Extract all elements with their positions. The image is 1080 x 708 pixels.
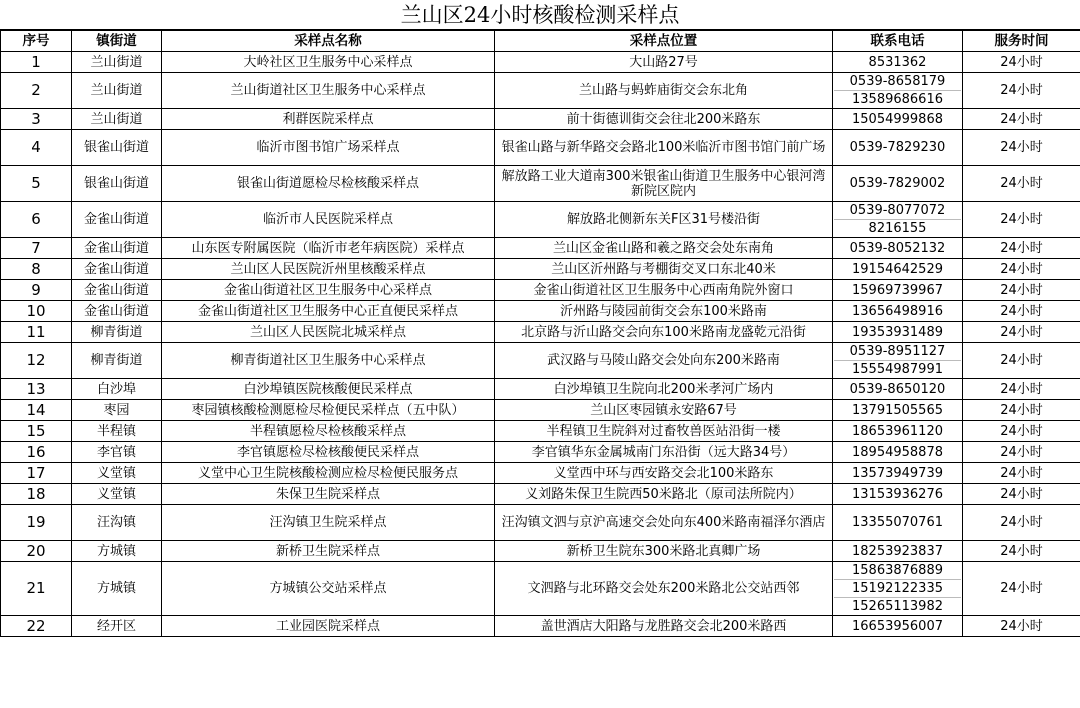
street-cell[interactable]: 李官镇 xyxy=(72,442,162,463)
table-row xyxy=(1,442,1080,463)
street-cell[interactable]: 经开区 xyxy=(72,616,162,637)
site-name-cell[interactable]: 临沂市图书馆广场采样点 xyxy=(162,130,495,166)
site-name-cell[interactable]: 金雀山街道社区卫生服务中心正直便民采样点 xyxy=(162,301,495,322)
seq-cell[interactable]: 6 xyxy=(1,202,72,238)
street-cell[interactable]: 柳青街道 xyxy=(72,343,162,379)
table-row xyxy=(1,238,1080,259)
phone-number: 0539-8052132 xyxy=(849,240,946,256)
table-row xyxy=(1,109,1080,130)
street-cell[interactable]: 兰山街道 xyxy=(72,73,162,109)
header-cell[interactable]: 采样点名称 xyxy=(162,31,495,52)
phone-number: 19353931489 xyxy=(852,324,943,340)
header-cell[interactable]: 服务时间 xyxy=(963,31,1080,52)
site-location-cell[interactable]: 白沙埠镇卫生院向北200米孝河广场内 xyxy=(495,379,833,400)
table-row xyxy=(1,301,1080,322)
street-cell[interactable]: 金雀山街道 xyxy=(72,280,162,301)
hours-cell[interactable]: 24小时 xyxy=(963,130,1080,166)
phone-cell[interactable] xyxy=(833,73,963,109)
site-location-cell[interactable]: 解放路工业大道南300米银雀山街道卫生服务中心银河湾新院区院内 xyxy=(495,166,833,202)
hours-cell[interactable]: 24小时 xyxy=(963,379,1080,400)
seq-cell[interactable]: 3 xyxy=(1,109,72,130)
street-cell[interactable]: 金雀山街道 xyxy=(72,238,162,259)
seq-cell[interactable]: 21 xyxy=(1,562,72,616)
phone-number: 13153936276 xyxy=(852,486,943,502)
phone-number: 15863876889 xyxy=(852,563,943,578)
site-name-cell[interactable]: 兰山区人民医院沂州里核酸采样点 xyxy=(162,259,495,280)
phone-number: 13355070761 xyxy=(852,515,943,530)
street-cell[interactable]: 义堂镇 xyxy=(72,463,162,484)
phone-number: 0539-7829230 xyxy=(849,140,946,155)
table-row xyxy=(1,505,1080,541)
hours-cell[interactable]: 24小时 xyxy=(963,541,1080,562)
table-row xyxy=(1,400,1080,421)
hours-cell[interactable]: 24小时 xyxy=(963,166,1080,202)
hours-cell[interactable]: 24小时 xyxy=(963,616,1080,637)
phone-number: 0539-8658179 xyxy=(849,74,946,89)
street-cell[interactable]: 兰山街道 xyxy=(72,109,162,130)
site-name-cell[interactable]: 李官镇愿检尽检核酸便民采样点 xyxy=(162,442,495,463)
site-location-cell[interactable]: 李官镇华东金属城南门东沿街（远大路34号） xyxy=(495,442,833,463)
seq-cell[interactable]: 16 xyxy=(1,442,72,463)
hours-cell[interactable]: 24小时 xyxy=(963,463,1080,484)
sampling-sites-table xyxy=(0,30,1080,637)
hours-cell[interactable]: 24小时 xyxy=(963,421,1080,442)
phone-cell[interactable] xyxy=(833,202,963,238)
phone-number: 18253923837 xyxy=(852,543,943,559)
site-location-cell[interactable]: 前十街德训街交会往北200米路东 xyxy=(495,109,833,130)
phone-number: 15054999868 xyxy=(852,111,943,127)
phone-cell[interactable] xyxy=(833,379,963,400)
phone-number: 0539-8077072 xyxy=(849,203,946,218)
phone-number: 13573949739 xyxy=(852,465,943,481)
phone-number: 15192122335 xyxy=(834,579,961,597)
hours-cell[interactable]: 24小时 xyxy=(963,301,1080,322)
table-row xyxy=(1,616,1080,637)
seq-cell[interactable]: 18 xyxy=(1,484,72,505)
site-location-cell[interactable]: 兰山区枣园镇永安路67号 xyxy=(495,400,833,421)
phone-number: 15554987991 xyxy=(834,360,961,378)
phone-cell[interactable] xyxy=(833,562,963,616)
phone-number: 0539-8650120 xyxy=(849,381,946,397)
seq-cell[interactable]: 15 xyxy=(1,421,72,442)
phone-cell[interactable] xyxy=(833,616,963,637)
seq-cell[interactable]: 17 xyxy=(1,463,72,484)
seq-cell[interactable]: 2 xyxy=(1,73,72,109)
phone-cell[interactable] xyxy=(833,280,963,301)
table-row xyxy=(1,202,1080,238)
street-cell[interactable]: 金雀山街道 xyxy=(72,202,162,238)
site-name-cell[interactable]: 汪沟镇卫生院采样点 xyxy=(162,505,495,541)
site-location-cell[interactable]: 新桥卫生院东300米路北真卿广场 xyxy=(495,541,833,562)
hours-cell[interactable]: 24小时 xyxy=(963,109,1080,130)
seq-cell[interactable]: 19 xyxy=(1,505,72,541)
site-name-cell[interactable]: 白沙埠镇医院核酸便民采样点 xyxy=(162,379,495,400)
site-location-cell[interactable]: 半程镇卫生院斜对过畜牧兽医站沿街一楼 xyxy=(495,421,833,442)
street-cell[interactable]: 方城镇 xyxy=(72,562,162,616)
seq-cell[interactable]: 7 xyxy=(1,238,72,259)
street-cell[interactable]: 银雀山街道 xyxy=(72,130,162,166)
phone-number: 0539-7829002 xyxy=(849,176,946,191)
site-name-cell[interactable]: 新桥卫生院采样点 xyxy=(162,541,495,562)
phone-cell[interactable] xyxy=(833,463,963,484)
site-location-cell[interactable]: 金雀山街道社区卫生服务中心西南角院外窗口 xyxy=(495,280,833,301)
phone-cell[interactable] xyxy=(833,109,963,130)
phone-number: 15265113982 xyxy=(834,597,961,615)
phone-number: 18954958878 xyxy=(852,444,943,460)
hours-cell[interactable]: 24小时 xyxy=(963,484,1080,505)
site-name-cell[interactable]: 金雀山街道社区卫生服务中心采样点 xyxy=(162,280,495,301)
phone-number: 16653956007 xyxy=(852,618,943,634)
site-location-cell[interactable]: 解放路北侧新东关F区31号楼沿街 xyxy=(495,202,833,238)
phone-number: 18653961120 xyxy=(852,423,943,439)
site-location-cell[interactable]: 兰山区金雀山路和羲之路交会处东南角 xyxy=(495,238,833,259)
table-row xyxy=(1,73,1080,109)
site-name-cell[interactable]: 兰山街道社区卫生服务中心采样点 xyxy=(162,73,495,109)
hours-cell[interactable]: 24小时 xyxy=(963,52,1080,73)
site-name-cell[interactable]: 朱保卫生院采样点 xyxy=(162,484,495,505)
seq-cell[interactable]: 13 xyxy=(1,379,72,400)
hours-cell[interactable]: 24小时 xyxy=(963,562,1080,616)
site-location-cell[interactable]: 盖世酒店大阳路与龙胜路交会北200米路西 xyxy=(495,616,833,637)
phone-cell[interactable] xyxy=(833,52,963,73)
phone-cell[interactable] xyxy=(833,421,963,442)
site-name-cell[interactable]: 大岭社区卫生服务中心采样点 xyxy=(162,52,495,73)
site-name-cell[interactable]: 山东医专附属医院（临沂市老年病医院）采样点 xyxy=(162,238,495,259)
seq-cell[interactable]: 1 xyxy=(1,52,72,73)
phone-cell[interactable] xyxy=(833,130,963,166)
seq-cell[interactable]: 5 xyxy=(1,166,72,202)
site-location-cell[interactable]: 义堂西中环与西安路交会北100米路东 xyxy=(495,463,833,484)
site-name-cell[interactable]: 临沂市人民医院采样点 xyxy=(162,202,495,238)
site-name-cell[interactable]: 义堂中心卫生院核酸检测应检尽检便民服务点 xyxy=(162,463,495,484)
street-cell[interactable]: 义堂镇 xyxy=(72,484,162,505)
phone-number: 0539-8951127 xyxy=(849,344,946,359)
site-location-cell[interactable]: 兰山区沂州路与考棚街交叉口东北40米 xyxy=(495,259,833,280)
seq-cell[interactable]: 8 xyxy=(1,259,72,280)
site-location-cell[interactable]: 兰山路与蚂蚱庙街交会东北角 xyxy=(495,73,833,109)
header-cell[interactable]: 序号 xyxy=(1,31,72,52)
phone-number: 15969739967 xyxy=(852,282,943,298)
hours-cell[interactable]: 24小时 xyxy=(963,238,1080,259)
header-cell[interactable]: 联系电话 xyxy=(833,31,963,52)
site-name-cell[interactable]: 枣园镇核酸检测愿检尽检便民采样点（五中队） xyxy=(162,400,495,421)
site-location-cell[interactable]: 银雀山路与新华路交会路北100米临沂市图书馆门前广场 xyxy=(495,130,833,166)
site-location-cell[interactable]: 武汉路与马陵山路交会处向东200米路南 xyxy=(495,343,833,379)
table-row xyxy=(1,166,1080,202)
street-cell[interactable]: 金雀山街道 xyxy=(72,259,162,280)
street-cell[interactable]: 枣园 xyxy=(72,400,162,421)
seq-cell[interactable]: 9 xyxy=(1,280,72,301)
phone-number: 8216155 xyxy=(834,219,961,237)
phone-number: 13656498916 xyxy=(852,303,943,319)
street-cell[interactable]: 白沙埠 xyxy=(72,379,162,400)
header-cell[interactable]: 镇街道 xyxy=(72,31,162,52)
site-name-cell[interactable]: 利群医院采样点 xyxy=(162,109,495,130)
hours-cell[interactable]: 24小时 xyxy=(963,73,1080,109)
site-name-cell[interactable]: 半程镇愿检尽检核酸采样点 xyxy=(162,421,495,442)
site-name-cell[interactable]: 方城镇公交站采样点 xyxy=(162,562,495,616)
table-row xyxy=(1,322,1080,343)
phone-number: 19154642529 xyxy=(852,261,943,277)
hours-cell[interactable]: 24小时 xyxy=(963,442,1080,463)
hours-cell[interactable]: 24小时 xyxy=(963,202,1080,238)
phone-cell[interactable] xyxy=(833,259,963,280)
street-cell[interactable]: 金雀山街道 xyxy=(72,301,162,322)
street-cell[interactable]: 柳青街道 xyxy=(72,322,162,343)
phone-cell[interactable] xyxy=(833,238,963,259)
table-row xyxy=(1,562,1080,616)
phone-number: 8531362 xyxy=(868,54,927,70)
site-location-cell[interactable]: 文泗路与北环路交会处东200米路北公交站西邻 xyxy=(495,562,833,616)
seq-cell[interactable]: 4 xyxy=(1,130,72,166)
site-location-cell[interactable]: 汪沟镇文泗与京沪高速交会处向东400米路南福泽尔酒店 xyxy=(495,505,833,541)
table-row xyxy=(1,463,1080,484)
seq-cell[interactable]: 22 xyxy=(1,616,72,637)
phone-cell[interactable] xyxy=(833,301,963,322)
table-row xyxy=(1,280,1080,301)
phone-cell[interactable] xyxy=(833,505,963,541)
seq-cell[interactable]: 11 xyxy=(1,322,72,343)
table-row xyxy=(1,484,1080,505)
site-location-cell[interactable]: 北京路与沂山路交会向东100米路南龙盛乾元沿街 xyxy=(495,322,833,343)
site-location-cell[interactable]: 沂州路与陵园前街交会东100米路南 xyxy=(495,301,833,322)
header-cell[interactable]: 采样点位置 xyxy=(495,31,833,52)
sheet-title: 兰山区24小时核酸检测采样点 xyxy=(0,0,1080,30)
street-cell[interactable]: 方城镇 xyxy=(72,541,162,562)
hours-cell[interactable]: 24小时 xyxy=(963,259,1080,280)
phone-cell[interactable] xyxy=(833,541,963,562)
seq-cell[interactable]: 12 xyxy=(1,343,72,379)
table-row xyxy=(1,343,1080,379)
phone-cell[interactable] xyxy=(833,442,963,463)
table-row xyxy=(1,379,1080,400)
site-name-cell[interactable]: 银雀山街道愿检尽检核酸采样点 xyxy=(162,166,495,202)
hours-cell[interactable]: 24小时 xyxy=(963,400,1080,421)
seq-cell[interactable]: 14 xyxy=(1,400,72,421)
street-cell[interactable]: 半程镇 xyxy=(72,421,162,442)
table-row xyxy=(1,541,1080,562)
phone-cell[interactable] xyxy=(833,400,963,421)
site-name-cell[interactable]: 柳青街道社区卫生服务中心采样点 xyxy=(162,343,495,379)
street-cell[interactable]: 银雀山街道 xyxy=(72,166,162,202)
hours-cell[interactable]: 24小时 xyxy=(963,280,1080,301)
site-name-cell[interactable]: 工业园医院采样点 xyxy=(162,616,495,637)
phone-number: 13791505565 xyxy=(852,402,943,418)
street-cell[interactable]: 兰山街道 xyxy=(72,52,162,73)
table-row xyxy=(1,130,1080,166)
hours-cell[interactable]: 24小时 xyxy=(963,343,1080,379)
header-row xyxy=(1,31,1080,52)
table-row xyxy=(1,421,1080,442)
phone-cell[interactable] xyxy=(833,166,963,202)
site-location-cell[interactable]: 义刘路朱保卫生院西50米路北（原司法所院内） xyxy=(495,484,833,505)
table-row xyxy=(1,259,1080,280)
street-cell[interactable]: 汪沟镇 xyxy=(72,505,162,541)
seq-cell[interactable]: 10 xyxy=(1,301,72,322)
phone-cell[interactable] xyxy=(833,343,963,379)
site-name-cell[interactable]: 兰山区人民医院北城采样点 xyxy=(162,322,495,343)
phone-cell[interactable] xyxy=(833,484,963,505)
site-location-cell[interactable]: 大山路27号 xyxy=(495,52,833,73)
phone-cell[interactable] xyxy=(833,322,963,343)
seq-cell[interactable]: 20 xyxy=(1,541,72,562)
hours-cell[interactable]: 24小时 xyxy=(963,322,1080,343)
phone-number: 13589686616 xyxy=(834,90,961,108)
hours-cell[interactable]: 24小时 xyxy=(963,505,1080,541)
table-row xyxy=(1,52,1080,73)
